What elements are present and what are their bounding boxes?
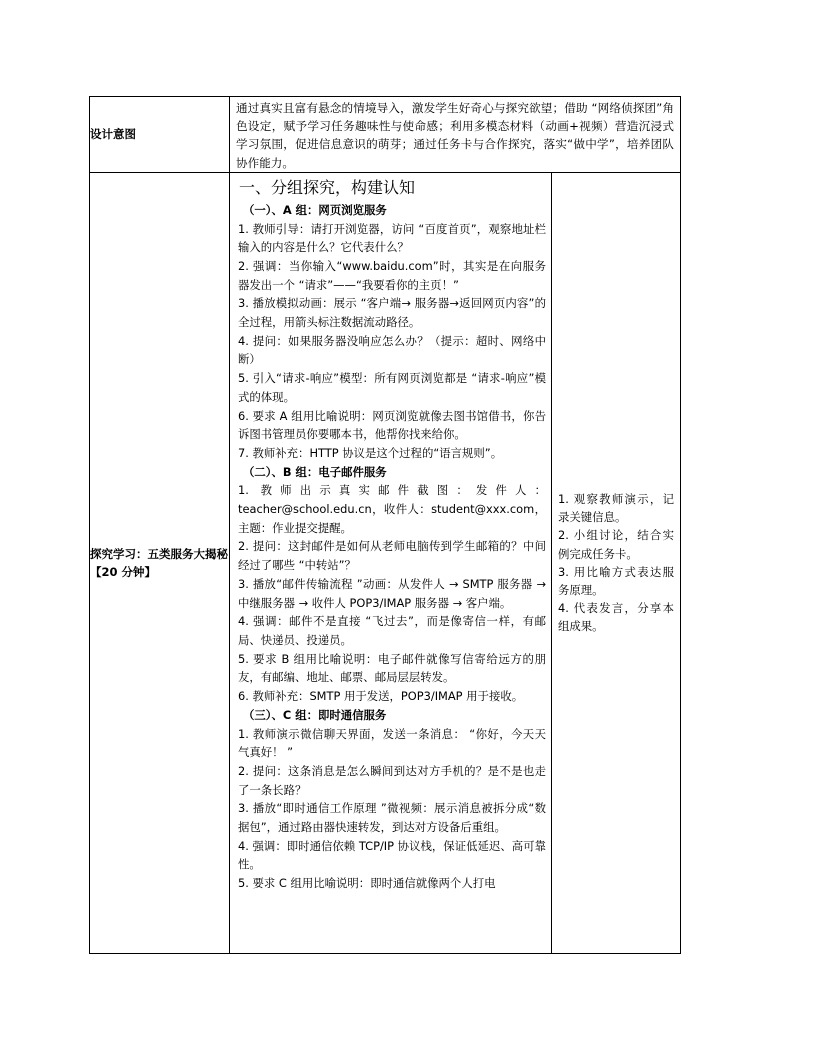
step-item: 4. 强调：邮件不是直接 “飞过去”，而是像寄信一样，有邮局、快递员、投递员。 [238,614,546,647]
step-item: 5. 要求 B 组用比喻说明：电子邮件就像写信寄给远方的朋友，有邮编、地址、邮票、邮局层层转发。 [238,651,546,685]
design-intent-label: 设计意图 [90,97,230,173]
step-item: 1. 教师出示真实邮件截图：发件人：teacher@school.edu.cn，收件人：student@xxx.com，主题：作业提交提醒。 [238,483,546,535]
inquiry-content [230,173,551,893]
section-main-title: 一、分组探究，构建认知 [239,177,416,197]
step-item: 4. 强调：即时通信依赖 TCP/IP 协议栈，保证低延迟、高可靠性。 [238,838,546,872]
step-item: 1. 教师演示微信聊天界面，发送一条消息： “你好，今天天气真好！ ” [238,726,546,760]
inquiry-label: 探究学习：五类服务大揭秘【20 分钟】 [90,172,230,953]
activity-item: 1. 观察教师演示，记录关键信息。 [558,492,674,525]
student-activity-content [552,490,680,636]
step-item: 2. 提问：这条消息是怎么瞬间到达对方手机的？是不是也走了一条长路？ [238,763,546,797]
design-intent-text: 通过真实且富有悬念的情境导入，激发学生好奇心与探究欲望；借助 “网络侦探团”角色设定，赋予学习任务趣味性与使命感；利用多模态材料（动画+视频）营造沉浸式学习氛围，促进信息意识的萌芽；通过任务卡与合作探究，落实“做中学”，培养团队协作能力。 [236,101,674,170]
design-intent-cell [230,97,681,173]
activity-item: 2. 小组讨论，结合实例完成任务卡。 [558,528,674,561]
step-item: 3. 播放“邮件传输流程 ”动画：从发件人 → SMTP 服务器 → 中继服务器 → 收件人 POP3/IMAP 服务器 → 客户端。 [238,576,546,610]
step-item: 3. 播放模拟动画：展示 “客户端→ 服务器→返回网页内容”的全过程，用箭头标注数据流动路径。 [238,296,546,330]
design-intent-row [90,97,681,173]
inquiry-content-cell [230,172,552,953]
lesson-plan-table [89,96,681,954]
step-item: 5. 引入“请求-响应”模型：所有网页浏览都是 “请求-响应”模式的体现。 [238,371,546,404]
step-item: 6. 要求 A 组用比喻说明：网页浏览就像去图书馆借书，你告诉图书管理员你要哪本书，他帮你找来给你。 [238,408,546,442]
step-item: 4. 提问：如果服务器没响应怎么办？（提示：超时、网络中断） [238,333,546,367]
inquiry-row [90,172,681,953]
step-item: 3. 播放“即时通信工作原理 ”微视频：展示消息被拆分成“数据包”，通过路由器快速转发，到达对方设备后重组。 [238,801,546,835]
step-item: 5. 要求 C 组用比喻说明：即时通信就像两个人打电 [238,876,496,891]
student-activity-cell [552,172,681,953]
group-section-title: （二）、B 组：电子邮件服务 [243,464,387,479]
group-section-title: （一）、A 组：网页浏览服务 [243,202,387,217]
step-item: 6. 教师补充：SMTP 用于发送，POP3/IMAP 用于接收。 [238,689,524,704]
activity-item: 4. 代表发言，分享本组成果。 [558,601,674,634]
step-item: 2. 提问：这封邮件是如何从老师电脑传到学生邮箱的？中间经过了哪些 “中转站”？ [238,539,546,573]
activity-item: 3. 用比喻方式表达服务原理。 [558,564,674,598]
step-item: 7. 教师补充：HTTP 协议是这个过程的“语言规则”。 [238,445,503,460]
step-item: 1. 教师引导：请打开浏览器，访问 “百度首页”，观察地址栏输入的内容是什么？它代表什么？ [238,221,546,255]
group-section-title: （三）、C 组：即时通信服务 [243,707,387,722]
step-item: 2. 强调：当你输入“www.baidu.com”时，其实是在向服务器发出一个 “请求”——“我要看你的主页！” [238,258,546,292]
